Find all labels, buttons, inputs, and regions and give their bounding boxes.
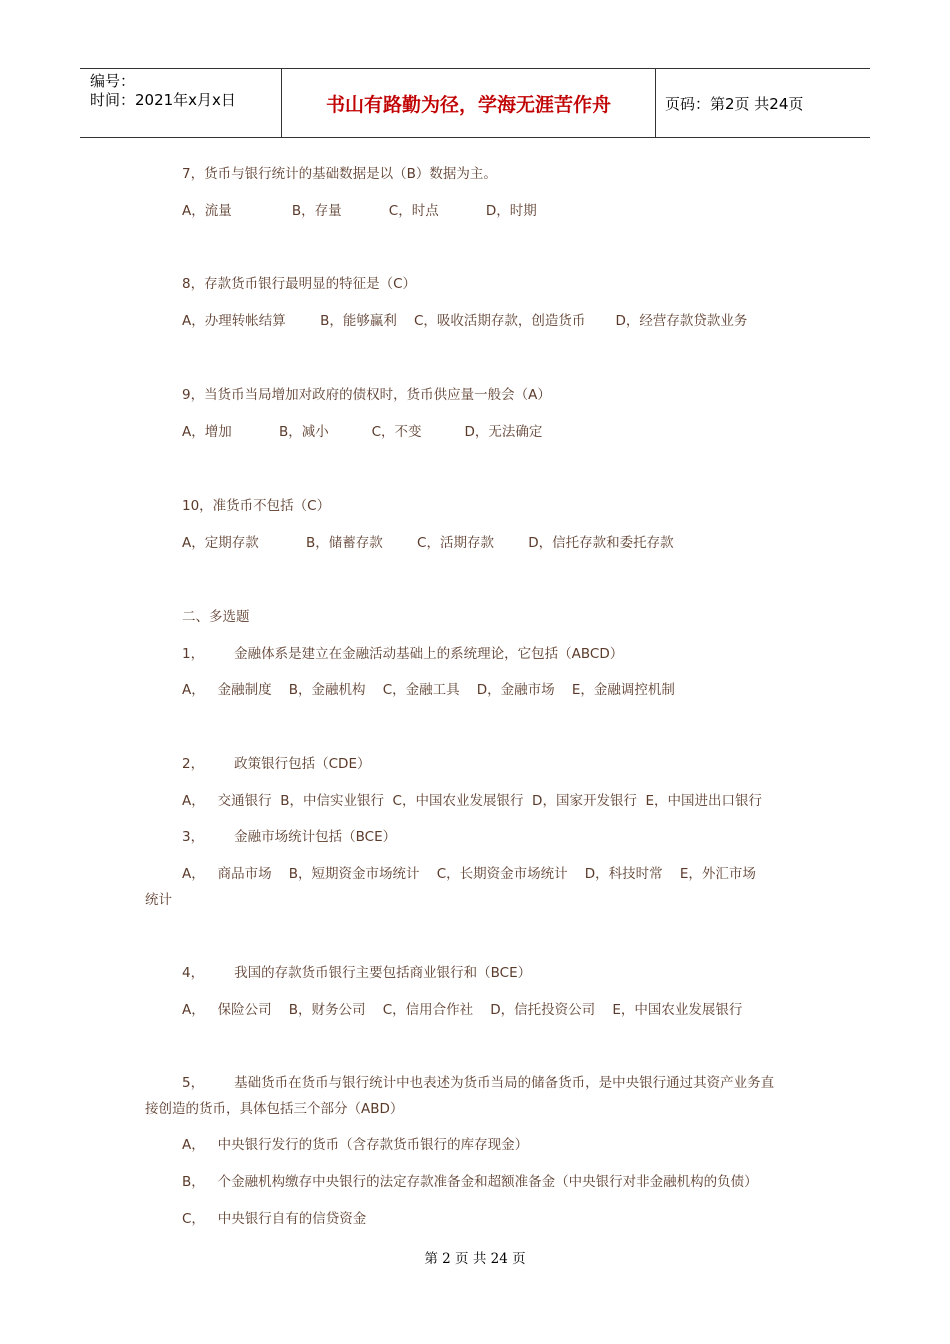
question-10: 10，准货币不包括（C） <box>182 498 331 514</box>
multi-question-5-option-c: C， 中央银行自有的信贷资金 <box>182 1211 367 1227</box>
question-10-options: A，定期存款 B，储蓄存款 C，活期存款 D，信托存款和委托存款 <box>182 535 674 551</box>
question-7-options: A，流量 B，存量 C，时点 D，时期 <box>182 203 537 219</box>
header-motto: 书山有路勤为径，学海无涯苦作舟 <box>281 69 656 137</box>
multi-question-1: 1， 金融体系是建立在金融活动基础上的系统理论，它包括（ABCD） <box>182 646 624 662</box>
question-7: 7，货币与银行统计的基础数据是以（B）数据为主。 <box>182 166 497 182</box>
multi-question-5-option-b: B， 个金融机构缴存中央银行的法定存款准备金和超额准备金（中央银行对非金融机构的负债） <box>182 1174 758 1190</box>
multi-question-1-options: A， 金融制度 B，金融机构 C，金融工具 D，金融市场 E，金融调控机制 <box>182 682 675 698</box>
number-label: 编号： <box>90 72 136 90</box>
multi-question-5-option-a: A， 中央银行发行的货币（含存款货币银行的库存现金） <box>182 1137 529 1153</box>
multi-question-2: 2， 政策银行包括（CDE） <box>182 756 371 772</box>
question-9: 9，当货币当局增加对政府的债权时，货币供应量一般会（A） <box>182 387 551 403</box>
multi-question-4: 4， 我国的存款货币银行主要包括商业银行和（BCE） <box>182 965 532 981</box>
header-page-info: 页码：第2页 共24页 <box>665 94 804 113</box>
question-8: 8，存款货币银行最明显的特征是（C） <box>182 276 417 292</box>
page-footer: 第 2 页 共 24 页 <box>424 1251 526 1267</box>
question-9-options: A，增加 B，减小 C，不变 D，无法确定 <box>182 424 543 440</box>
header-meta <box>80 69 280 137</box>
question-8-options: A，办理转帐结算 B，能够赢利 C，吸收活期存款，创造货币 D，经营存款贷款业务 <box>182 313 748 329</box>
section-heading: 二、多选题 <box>182 609 250 625</box>
multi-question-3-options-cont: 统计 <box>145 892 172 908</box>
multi-question-3: 3， 金融市场统计包括（BCE） <box>182 829 397 845</box>
date-label: 时间：2021年x月x日 <box>90 91 236 109</box>
multi-question-4-options: A， 保险公司 B，财务公司 C，信用合作社 D，信托投资公司 E，中国农业发展银行 <box>182 1002 743 1018</box>
page-header <box>80 68 870 138</box>
multi-question-5-cont: 接创造的货币，具体包括三个部分（ABD） <box>145 1101 404 1117</box>
multi-question-3-options: A， 商品市场 B，短期资金市场统计 C，长期资金市场统计 D，科技时常 E，外汇市场 <box>182 866 756 882</box>
multi-question-5: 5， 基础货币在货币与银行统计中也表述为货币当局的储备货币，是中央银行通过其资产业务直 <box>182 1075 775 1091</box>
multi-question-2-options: A， 交通银行 B，中信实业银行 C，中国农业发展银行 D，国家开发银行 E，中国进出口银行 <box>182 793 763 809</box>
